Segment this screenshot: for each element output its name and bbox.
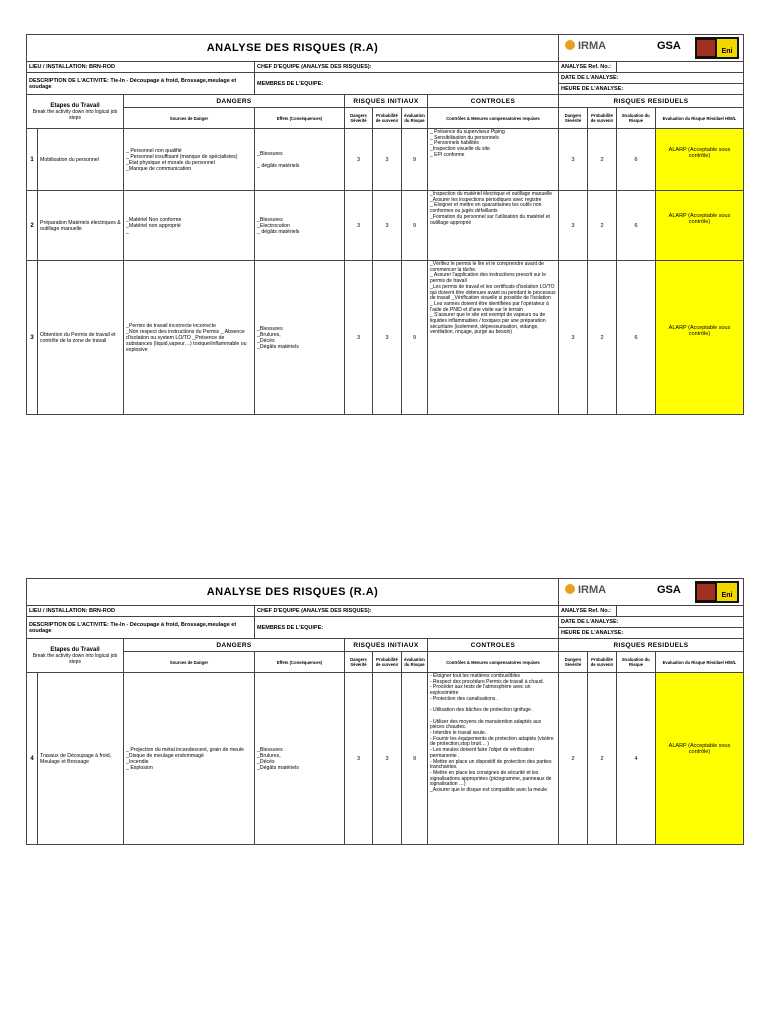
step-cell: Travaux de Découpage à froid, Meulage et Brossage <box>38 673 124 845</box>
controls-cell: _Inspection du matériel électrique et outillage manuelle _Assurer les inspections périodiques avec registre _ Eloigner et mettre en quarantaines les outils non conformes ou jugés défaillants _Formation du personnel sur l'utilisation du matériel et outillage approprié <box>428 191 559 261</box>
alarp-cell: ALARP (Acceptable sous contrôle) <box>656 673 744 845</box>
sources-cell: _Matériel Non conforme _Matériel non approprié _ <box>124 191 255 261</box>
eni-logo: Eni <box>695 581 739 603</box>
document-title: ANALYSE DES RISQUES (R.A) <box>27 579 559 606</box>
controles-header: CONTROLES <box>428 95 559 108</box>
sources-cell: _ Personnel non qualifié _ Personnel insuffisant (manque de spécialistes) _Etat physique et morale du personnel _Manque de communication <box>124 129 255 191</box>
analyse-ref-field: ANALYSE Ref. No.: <box>559 606 617 617</box>
risques-initiaux-header: RISQUES INITIAUX <box>345 639 428 652</box>
lieu-field: LIEU / INSTALLATION: BRN-ROD <box>27 606 255 617</box>
step-cell: Mobilisation du personnel <box>38 129 124 191</box>
etapes-header: Etapes du Travail Break the activity down into logical job steps <box>27 95 124 129</box>
risk-analysis-sheet-2 <box>26 578 743 845</box>
sources-cell: _Permis de travail incorrecte incorrecte _Non respect des instructions du Permis _ Absence d'isolation ou system LO/TO _Présence de substances (liquid,vapeur…) toxique/inflammable ou explosive <box>124 261 255 415</box>
sources-cell: _ Projection du métal incandescent, grain de meule _Disque de meulage endommagé _Incendie _ Explosion <box>124 673 255 845</box>
effets-cell: _Blessures _Brulures, _Décès _Dégâts matériels <box>255 673 345 845</box>
effets-cell: _Blessures _Electrocution _ dégâts matériels <box>255 191 345 261</box>
controls-cell: _ Présence du superviseur Piping _ Sensibilisation du personnels _ Personnels habilités _Inspection visuelle du site _ EPI conforme <box>428 129 559 191</box>
risk-table-1: ANALYSE DES RISQUES (R.A) IRMA GSA Eni LIEU / INSTALLATION: BRN-ROD CHEF D'EQUIPE (ANALYSE DES RISQUES): ANALYSE Ref. No.: DESCRIPTION DE L'ACTIVITE: Tie-In - Découpage à froid, Brossage,meulage et soudage MEMBRES DE L'EQUIPE: DATE DE L'ANALYSE: HEURE DE L'ANALYSE: Etapes du Travail Break the activity down into logical job steps DANGERS RISQUES INITIAUX CONTROLES RISQUES RESIDUELS Sources de Danger Effets (Conséquences) Dangers Sévérité Probabilité de survenir évaluation du Risque Contrôles & Mesures compensatoires requises Dangers Sévérité Probabilité de survenir Evaluation du Risque Evaluation du Risque Résiduel H/M/L 1 Mobilisation du personnel _ Personnel non qualifié _ Personnel insuffisant (manque de spécialistes) _Etat physique et morale du personnel _Manque de communication _Blessures _ dégâts matériels 3 3 9 _ Présence du superviseur Piping _ Sensibilisation du personnels _ Personnels habilités _Inspection visuelle du site _ EPI conforme 3 2 6 ALARP (Acceptable sous contrôle) 2 Préparation Matériels électriques & outillage manuelle _Matériel Non conforme _Matériel non approprié _ _Blessures _Electrocution _ dégâts matériels 3 3 9 _Inspection du matériel électrique et outillage manuelle _Assurer les inspections périodiques avec registre _ Eloigner et mettre en quarantaines les outils non conformes ou jugés défaillants _Formation du personnel sur l'utilisation du matériel et outillage approprié 3 2 6 ALARP (Acceptable sous contrôle) 3 Obtention du Permis de travail et contrôle de la zone de travail _Permis de travail incorrecte incorrecte _Non respect des instructions du Permis _ Absence d'isolation ou system LO/TO _Présence de substances (liquid,vapeur…) toxique/inflammable ou explosive _Blessures _Brulures, _Décès _Dégâts matériels 3 3 9 _Vérifiez le permis le lire et le comprendre avant de commencer la tâche. _ Assurer l'application des instructions prescrit sur le permis de travail _Les permis de travail et les certificats d'isolation LO/TO qui doivent être obtenues avant ou pendant le processus de travail _Vérification visuelle si possible de l'isolation _ Les vannes doivent être identifiées par l'opérateur à l'aide de PNID et d'une visite sur le terrain _ S'assurer que le site est exempt de vapeurs ou de liquides inflammables / toxiques par une préparation sécuritaire (isolement, dépressurisation, vidange, ventilation, rinçage, purge au besoin) 3 2 6 ALARP (Acceptable sous contrôle) <box>26 34 744 415</box>
risques-residuels-header: RISQUES RESIDUELS <box>559 95 744 108</box>
logo-area <box>559 35 744 62</box>
company-name: GSA <box>657 584 681 596</box>
alarp-cell: ALARP (Acceptable sous contrôle) <box>656 191 744 261</box>
controls-cell: - Eloigner tout les matières combustibles - Respect des procédure Permis de travail à chaud. - Procéder aux tests de l'atmosphère avec un explosimètre - Protection des canalisations . - Utilisation des bâches de protection ignifuge . - Utiliser des moyens de manutention adaptés aux pièces chaudes. - Interdire le travail seule. - Fournir les équipements de protection adaptés (visière de protection,stop bruit… ) - Les meules doivent faire l'objet de vérification permanente . - Mettre en place un dispositif de protection des parties tranchantes. - Mettre en place les consignes de sécurité et les signalisations appropriées (pictogramme, panneaux de signalisation …) _Assurer que le disque est compatible avec la meule <box>428 673 559 845</box>
risques-initiaux-header: RISQUES INITIAUX <box>345 95 428 108</box>
table-row: 1 Mobilisation du personnel _ Personnel non qualifié _ Personnel insuffisant (manque de spécialistes) _Etat physique et morale du personnel _Manque de communication _Blessures _ dégâts matériels 3 3 9 _ Présence du superviseur Piping _ Sensibilisation du personnels _ Personnels habilités _Inspection visuelle du site _ EPI conforme 3 2 6 ALARP (Acceptable sous contrôle) <box>27 129 744 191</box>
eni-logo: Eni <box>695 37 739 59</box>
risk-table-2: ANALYSE DES RISQUES (R.A) IRMA GSA Eni LIEU / INSTALLATION: BRN-ROD CHEF D'EQUIPE (ANALYSE DES RISQUES): ANALYSE Ref. No.: DESCRIPTION DE L'ACTIVITE: Tie-In - Découpage à froid, Brossage,meulage et soudage MEMBRES DE L'EQUIPE: DATE DE L'ANALYSE: HEURE DE L'ANALYSE: Etapes du Travail Break the activity down into logical job steps DANGERS RISQUES INITIAUX CONTROLES RISQUES RESIDUELS Sources de Danger Effets (Conséquences) Dangers Sévérité Probabilité de survenir évaluation du Risque Contrôles & Mesures compensatoires requises Dangers Sévérité Probabilité de survenir Evaluation du Risque Evaluation du Risque Résiduel H/M/L 4 Travaux de Découpage à froid, Meulage et Brossage _ Projection du métal incandescent, grain de meule _Disque de meulage endommagé _Incendie _ Explosion _Blessures _Brulures, _Décès _Dégâts matériels 3 3 9 - Eloigner tout les matières combustibles - Respect des procédure Permis de travail à chaud. - Procéder aux tests de l'atmosphère avec un explosimètre - Protection des canalisations . - Utilisation des bâches de protection ignifuge . - Utiliser des moyens de manutention adaptés aux pièces chaudes. - Interdire le travail seule. - Fournir les équipements de protection adaptés (visière de protection,stop bruit… ) - Les meules doivent faire l'objet de vérification permanente . - Mettre en place un dispositif de protection des parties tranchantes. - Mettre en place les consignes de sécurité et les signalisations appropriées (pictogramme, panneaux de signalisation …) _Assurer que le disque est compatible avec la meule 2 2 4 ALARP (Acceptable sous contrôle) <box>26 578 744 845</box>
document-title: ANALYSE DES RISQUES (R.A) <box>27 35 559 62</box>
table-row: 3 Obtention du Permis de travail et contrôle de la zone de travail _Permis de travail incorrecte incorrecte _Non respect des instructions du Permis _ Absence d'isolation ou system LO/TO _Présence de substances (liquid,vapeur…) toxique/inflammable ou explosive _Blessures _Brulures, _Décès _Dégâts matériels 3 3 9 _Vérifiez le permis le lire et le comprendre avant de commencer la tâche. _ Assurer l'application des instructions prescrit sur le permis de travail _Les permis de travail et les certificats d'isolation LO/TO qui doivent être obtenues avant ou pendant le processus de travail _Vérification visuelle si possible de l'isolation _ Les vannes doivent être identifiées par l'opérateur à l'aide de PNID et d'une visite sur le terrain _ S'assurer que le site est exempt de vapeurs ou de liquides inflammables / toxiques par une préparation sécuritaire (isolement, dépressurisation, vidange, ventilation, rinçage, purge au besoin) 3 2 6 ALARP (Acceptable sous contrôle) <box>27 261 744 415</box>
irma-logo: IRMA <box>565 584 606 596</box>
analyse-ref-field: ANALYSE Ref. No.: <box>559 62 617 73</box>
table-row: 4 Travaux de Découpage à froid, Meulage et Brossage _ Projection du métal incandescent, grain de meule _Disque de meulage endommagé _Incendie _ Explosion _Blessures _Brulures, _Décès _Dégâts matériels 3 3 9 - Eloigner tout les matières combustibles - Respect des procédure Permis de travail à chaud. - Procéder aux tests de l'atmosphère avec un explosimètre - Protection des canalisations . - Utilisation des bâches de protection ignifuge . - Utiliser des moyens de manutention adaptés aux pièces chaudes. - Interdire le travail seule. - Fournir les équipements de protection adaptés (visière de protection,stop bruit… ) - Les meules doivent faire l'objet de vérification permanente . - Mettre en place un dispositif de protection des parties tranchantes. - Mettre en place les consignes de sécurité et les signalisations appropriées (pictogramme, panneaux de signalisation …) _Assurer que le disque est compatible avec la meule 2 2 4 ALARP (Acceptable sous contrôle) <box>27 673 744 845</box>
effets-cell: _Blessures _Brulures, _Décès _Dégâts matériels <box>255 261 345 415</box>
date-field: DATE DE L'ANALYSE: <box>559 73 744 84</box>
irma-logo: IRMA <box>565 40 606 52</box>
controles-header: CONTROLES <box>428 639 559 652</box>
description-field: DESCRIPTION DE L'ACTIVITE: Tie-In - Découpage à froid, Brossage,meulage et soudage <box>27 617 255 639</box>
dangers-header: DANGERS <box>124 95 345 108</box>
step-cell: Préparation Matériels électriques & outillage manuelle <box>38 191 124 261</box>
lieu-field: LIEU / INSTALLATION: BRN-ROD <box>27 62 255 73</box>
chef-field: CHEF D'EQUIPE (ANALYSE DES RISQUES): <box>255 606 559 617</box>
alarp-cell: ALARP (Acceptable sous contrôle) <box>656 261 744 415</box>
alarp-cell: ALARP (Acceptable sous contrôle) <box>656 129 744 191</box>
etapes-header: Etapes du Travail Break the activity down into logical job steps <box>27 639 124 673</box>
step-cell: Obtention du Permis de travail et contrôle de la zone de travail <box>38 261 124 415</box>
controls-cell: _Vérifiez le permis le lire et le comprendre avant de commencer la tâche. _ Assurer l'application des instructions prescrit sur le permis de travail _Les permis de travail et les certificats d'isolation LO/TO qui doivent être obtenues avant ou pendant le processus de travail _Vérification visuelle si possible de l'isolation _ Les vannes doivent être identifiées par l'opérateur à l'aide de PNID et d'une visite sur le terrain _ S'assurer que le site est exempt de vapeurs ou de liquides inflammables / toxiques par une préparation sécuritaire (isolement, dépressurisation, vidange, ventilation, rinçage, purge au besoin) <box>428 261 559 415</box>
logo-area <box>559 579 744 606</box>
heure-field: HEURE DE L'ANALYSE: <box>559 84 744 95</box>
date-field: DATE DE L'ANALYSE: <box>559 617 744 628</box>
dangers-header: DANGERS <box>124 639 345 652</box>
risk-analysis-sheet-1 <box>26 34 743 415</box>
membres-field: MEMBRES DE L'EQUIPE: <box>255 73 559 95</box>
company-name: GSA <box>657 40 681 52</box>
chef-field: CHEF D'EQUIPE (ANALYSE DES RISQUES): <box>255 62 559 73</box>
membres-field: MEMBRES DE L'EQUIPE: <box>255 617 559 639</box>
heure-field: HEURE DE L'ANALYSE: <box>559 628 744 639</box>
effets-cell: _Blessures _ dégâts matériels <box>255 129 345 191</box>
risques-residuels-header: RISQUES RESIDUELS <box>559 639 744 652</box>
description-field: DESCRIPTION DE L'ACTIVITE: Tie-In - Découpage à froid, Brossage,meulage et soudage <box>27 73 255 95</box>
table-row: 2 Préparation Matériels électriques & outillage manuelle _Matériel Non conforme _Matériel non approprié _ _Blessures _Electrocution _ dégâts matériels 3 3 9 _Inspection du matériel électrique et outillage manuelle _Assurer les inspections périodiques avec registre _ Eloigner et mettre en quarantaines les outils non conformes ou jugés défaillants _Formation du personnel sur l'utilisation du matériel et outillage approprié 3 2 6 ALARP (Acceptable sous contrôle) <box>27 191 744 261</box>
